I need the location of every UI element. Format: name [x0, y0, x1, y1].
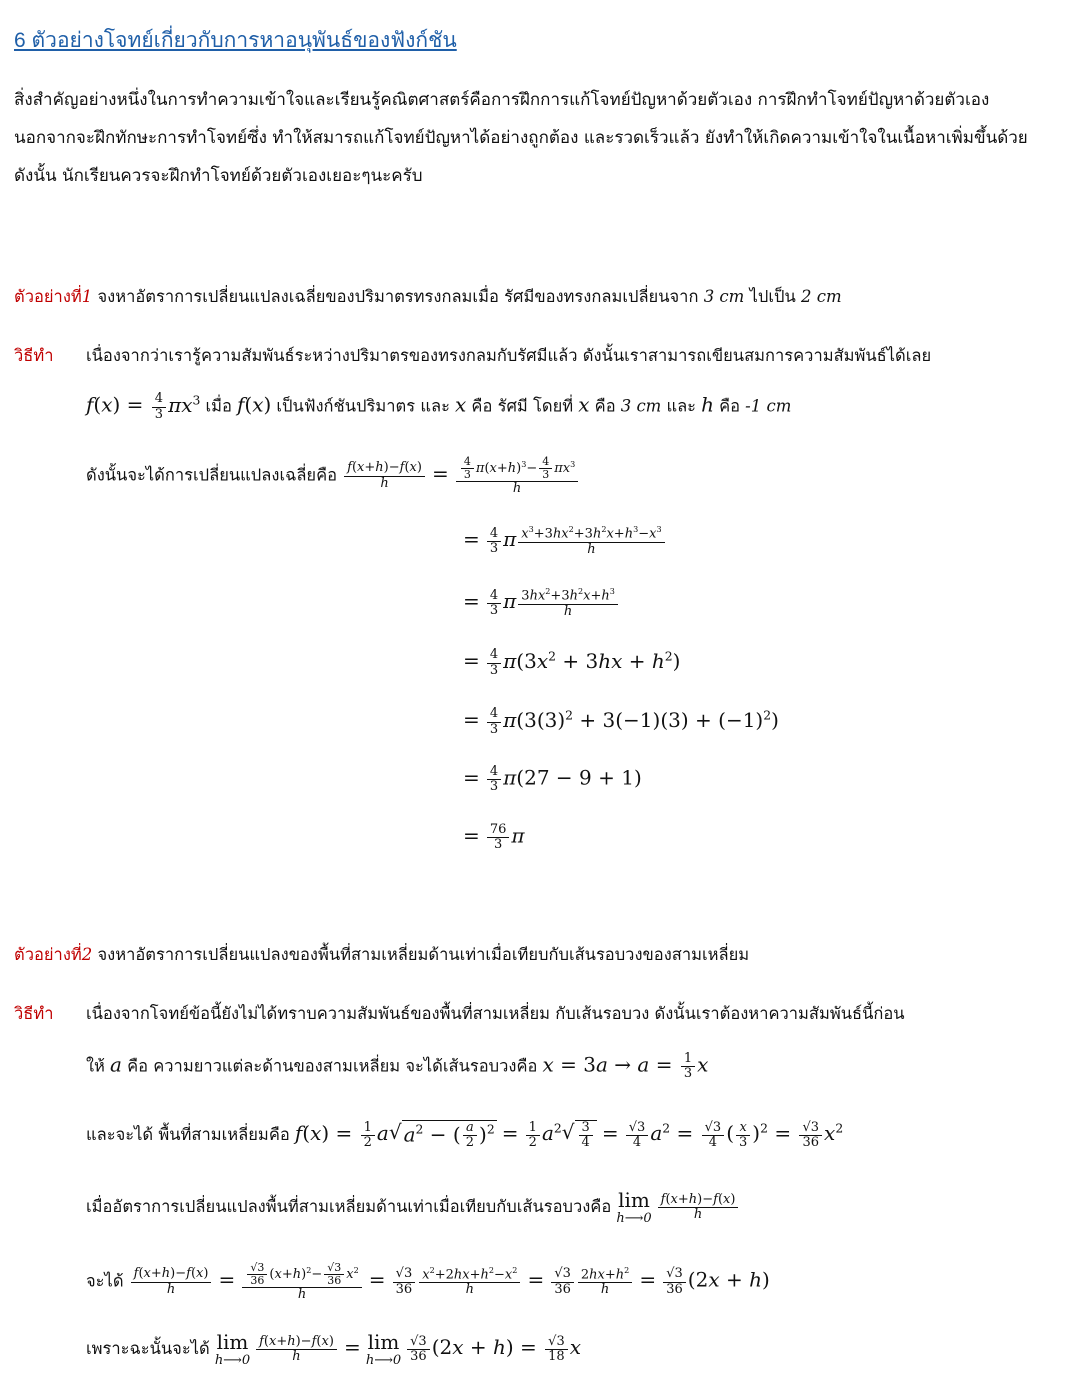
example2-heading [14, 942, 749, 968]
example1-step-1: = $\frac{4}{3}$ π $\frac{x^3+3hx^2+3h^2x+h^3-x^3}{h}$ [463, 526, 667, 557]
intro-line-2: นอกจากจะฝึกทักษะการทำโจทย์ซึ่ง ทำให้สมารถแก้โจทย์ปัญหาได้อย่างถูกต้อง และรวดเร็วแล้ว ยังทำให้เกิดความเข้าใจในเนื้อหาเพิ่มขึ้นด้วย [14, 128, 1028, 148]
example1-number: 1 [81, 287, 93, 306]
example2-method-text: เนื่องจากโจทย์ข้อนี้ยังไม่ได้ทราบความสัมพันธ์ของพื้นที่สามเหลี่ยม กับเส้นรอบวง ดังนั้นเราต้องหาความสัมพันธ์นี้ก่อน [86, 1004, 905, 1023]
example2-let-line: ให้ a คือ ความยาวแต่ละด้านของสามเหลี่ยม จะได้เส้นรอบวงคือ x = 3a → a = $\frac{1}{3}$ x [86, 1051, 709, 1082]
example1-to-text: ไปเป็น [749, 287, 796, 306]
example2-method-label: วิธีทำ [14, 1004, 54, 1023]
example1-volume-line: f(x) = $\frac{4}{3}$ $\pi x^3$ เมื่อ f(x) เป็นฟังก์ชันปริมาตร และ x คือ รัศมี โดยที่ x คือ 3 cm และ h คือ -1 cm [86, 391, 792, 422]
example1-heading [14, 284, 842, 310]
intro-line-1: สิ่งสำคัญอย่างหนึ่งในการทำความเข้าใจและเรียนรู้คณิตศาสตร์คือการฝึกการแก้โจทย์ปัญหาด้วยตัวเอง การฝึกทำโจทย์ปัญหาด้วยตัวเอง [14, 90, 990, 110]
example1-to: 2 cm [801, 287, 842, 306]
example2-rate-line: เมื่ออัตราการเปลี่ยนแปลงพื้นที่สามเหลี่ยมด้านเท่าเมื่อเทียบกับเส้นรอบวงคือ lim h⟶0 $\frac{f(x+h)-f(x)}{h}$ [86, 1190, 740, 1225]
example1-method-text: เนื่องจากว่าเรารู้ความสัมพันธ์ระหว่างปริมาตรของทรงกลมกับรัศมีแล้ว ดังนั้นเราสามารถเขียนสมการความสัมพันธ์ได้เลย [86, 346, 932, 365]
example1-step-5: = $\frac{4}{3}$ π(27 − 9 + 1) [463, 764, 642, 795]
example1-average-line: ดังนั้นจะได้การเปลี่ยนแปลงเฉลี่ยคือ $\frac{f(x+h)-f(x)}{h}$ = $\frac{4}{3}$ $\pi(x+h)^3-$ $\frac{4}{3}$ $\pi x^3$ h [86, 456, 580, 496]
example2-get-line: จะได้ $\frac{f(x+h)-f(x)}{h}$ = $\frac{√3}{36}$ $(x+h)^2-$ $\frac{√3}{36}$ $x^2$ h = $\frac{√3}{36}$ $\frac{x^2+2hx+h^2-x^2}{h}$ = $\frac{√3}{36}$ $\frac{2hx+h^2}{h}$ = $\frac{√3}{36}$ (2x + h) [86, 1261, 770, 1303]
example1-question: จงหาอัตราการเปลี่ยนแปลงเฉลี่ยของปริมาตรทรงกลมเมื่อ รัศมีของทรงกลมเปลี่ยนจาก [97, 287, 699, 306]
example2-number: 2 [81, 945, 93, 964]
example2-question: จงหาอัตราการเปลี่ยนแปลงของพื้นที่สามเหลี่ยมด้านเท่าเมื่อเทียบกับเส้นรอบวงของสามเหลี่ยม [97, 945, 750, 964]
intro-line-3: ดังนั้น นักเรียนควรจะฝึกทำโจทย์ด้วยตัวเองเยอะๆนะครับ [14, 166, 423, 186]
example1-method-label: วิธีทำ [14, 346, 54, 365]
example1-result: = $\frac{76}{3}$ π [463, 822, 525, 853]
example1-from: 3 cm [703, 287, 745, 306]
example1-label: ตัวอย่างที่ [14, 287, 82, 306]
example2-label: ตัวอย่างที่ [14, 945, 82, 964]
page-title: 6 ตัวอย่างโจทย์เกี่ยวกับการหาอนุพันธ์ของฟังก์ชัน [14, 29, 457, 52]
example1-step-3: = $\frac{4}{3}$ $\pi(3x^2 + 3hx + h^2)$ [463, 647, 681, 678]
example2-area-line: และจะได้ พื้นที่สามเหลี่ยมคือ f(x) = $\frac{1}{2}$ a √ $a^2$ − ( $\frac{a}{2}$ )$^2$ = $\frac{1}{2}$ $a^2$ √ $\frac{3}{4}$ = $\frac{√3}{4}$ $a^2$ = $\frac{√3}{4}$ ( $\frac{x}{3}$ )$^2$ = $\frac{√3}{36}$ $x^2$ [86, 1119, 844, 1151]
example2-final-line: เพราะฉะนั้นจะได้ lim h⟶0 $\frac{f(x+h)-f(x)}{h}$ = lim h⟶0 $\frac{√3}{36}$ (2x + h) = $\frac{√3}{18}$ x [86, 1330, 581, 1368]
example1-step-2: = $\frac{4}{3}$ π $\frac{3hx^2+3h^2x+h^3}{h}$ [463, 588, 620, 619]
example1-step-4: = $\frac{4}{3}$ $\pi(3(3)^2 + 3(-1)(3) + (-1)^2)$ [463, 706, 779, 737]
